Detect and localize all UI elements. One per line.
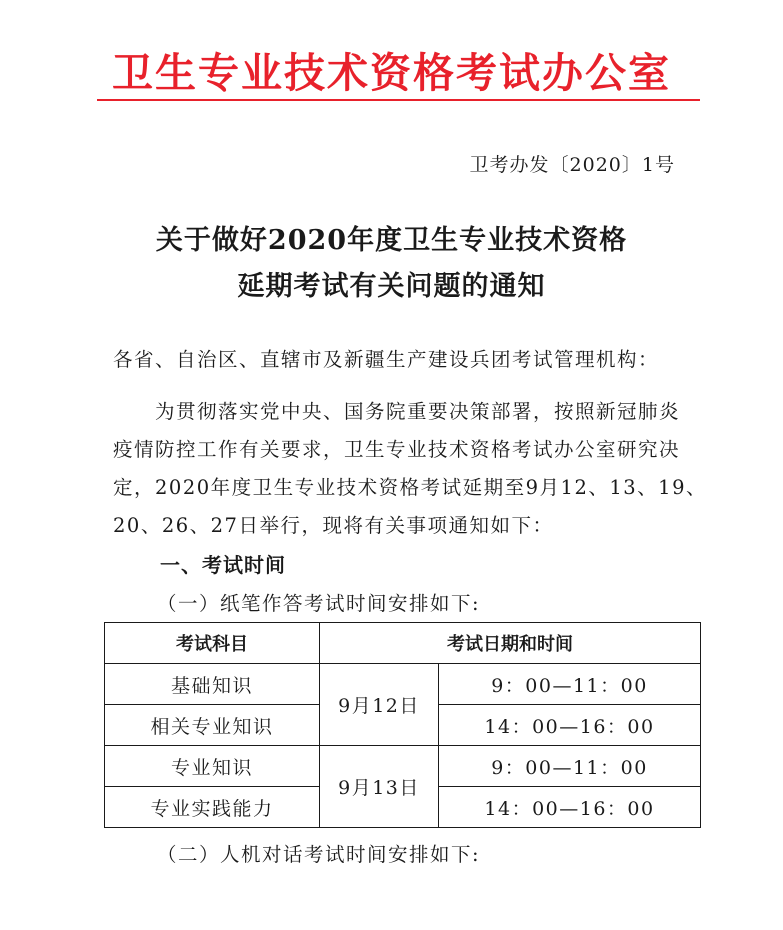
time-cell: 14：00—16：00 [439, 787, 701, 828]
paragraph-line: 20、26、27日举行，现将有关事项通知如下： [113, 514, 554, 537]
notice-title-line-2: 延期考试有关问题的通知 [237, 271, 546, 302]
paragraph-line: 为贯彻落实党中央、国务院重要决策部署，按照新冠肺炎 [113, 400, 681, 423]
subheading-computer-exam: （二）人机对话考试时间安排如下: [157, 843, 481, 866]
time-cell: 14：00—16：00 [439, 705, 701, 746]
subheading-paper-exam: （一）纸笔作答考试时间安排如下: [157, 592, 481, 615]
paragraph-line: 疫情防控工作有关要求，卫生专业技术资格考试办公室研究决 [113, 438, 681, 461]
time-cell: 9：00—11：00 [439, 664, 701, 705]
section-heading-exam-time: 一、考试时间 [160, 553, 286, 577]
subject-cell: 相关专业知识 [105, 705, 320, 746]
table-header-row [105, 623, 701, 664]
time-cell: 9：00—11：00 [439, 746, 701, 787]
subject-cell: 专业知识 [105, 746, 320, 787]
document-number: 卫考办发〔2020〕1号 [469, 154, 675, 176]
notice-title-line-1: 关于做好2020年度卫生专业技术资格 [155, 225, 628, 256]
column-header-datetime: 考试日期和时间 [320, 623, 701, 664]
subject-cell: 基础知识 [105, 664, 320, 705]
table-row [105, 746, 701, 787]
date-cell: 9月13日 [320, 746, 439, 828]
table-row [105, 664, 701, 705]
exam-schedule-table [104, 622, 701, 828]
subject-cell: 专业实践能力 [105, 787, 320, 828]
header-red-rule [97, 99, 700, 101]
salutation: 各省、自治区、直辖市及新疆生产建设兵团考试管理机构： [113, 348, 660, 371]
date-cell: 9月12日 [320, 664, 439, 746]
office-title: 卫生专业技术资格考试办公室 [112, 49, 671, 97]
column-header-subject: 考试科目 [105, 623, 320, 664]
paragraph-line: 定，2020年度卫生专业技术资格考试延期至9月12、13、19、 [113, 476, 707, 499]
